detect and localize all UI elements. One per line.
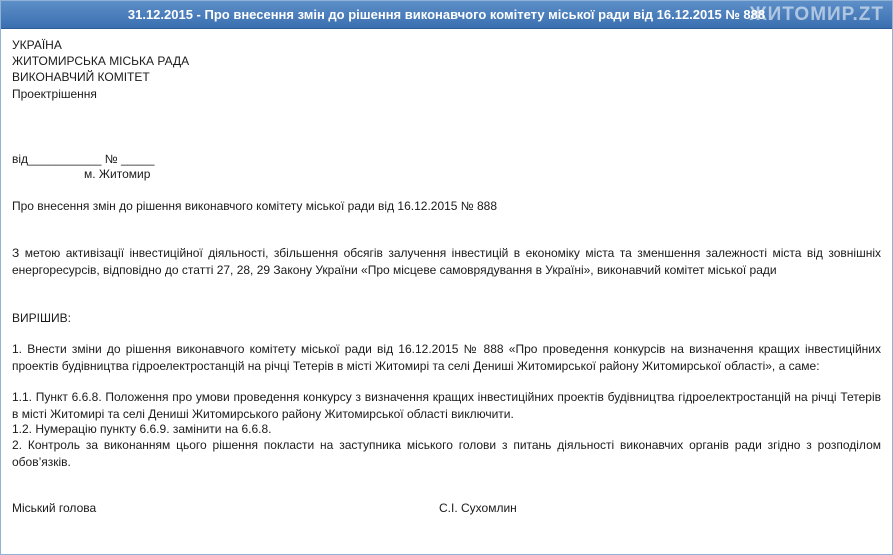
- site-watermark: ЖИТОМИР.ZT: [749, 4, 884, 25]
- decision-subject: Про внесення змін до рішення виконавчого комітету міської ради від 16.12.2015 № 888: [12, 199, 498, 213]
- decision-item-1: 1. Внести зміни до рішення виконавчого комітету міської ради від 16.12.2015 № 888 «Про проведення конкурсів на визначення кращих інвестиційних проектів будівництва гідроелектростанцій на річці Тетерів в місті Житомирі та селі Дениші Житомирської району Житомирської області», а саме:: [12, 342, 881, 373]
- org-country: УКРАЇНА: [12, 38, 62, 52]
- org-committee: ВИКОНАВЧИЙ КОМІТЕТ: [12, 70, 150, 84]
- title-bar: [1, 1, 892, 29]
- date-number-line: від___________ № _____: [12, 152, 155, 166]
- decision-item-2: 2. Контроль за виконанням цього рішення покласти на заступника міського голови з питань діяльності виконавчих органів ради згідно з розподілом обов’язків.: [12, 438, 881, 469]
- decision-item-1-1: 1.1. Пункт 6.6.8. Положення про умови проведення конкурсу з визначення кращих інвестиційних проектів будівництва гідроелектростанцій на річці Тетерів в місті Житомирі та селі Дениші Житомирського району Житомирської області виключити.: [12, 390, 881, 421]
- signature-name: С.І. Сухомлин: [439, 501, 517, 515]
- document-title: 31.12.2015 - Про внесення змін до рішення виконавчого комітету міської ради від 16.12.2015 № 888: [127, 7, 766, 22]
- decided-heading: ВИРІШИВ:: [12, 311, 71, 325]
- draft-label: Проектрішення: [12, 87, 97, 101]
- org-council: ЖИТОМИРСЬКА МІСЬКА РАДА: [12, 54, 190, 68]
- decision-item-1-2: 1.2. Нумерацію пункту 6.6.9. замінити на 6.6.8.: [12, 422, 272, 436]
- signature-title: Міський голова: [12, 501, 97, 515]
- preamble-paragraph: З метою активізації інвестиційної діяльності, збільшення обсягів залучення інвестицій в економіку міста та зменшення залежності міста від зовнішніх енергоресурсів, відповідно до статті 27, 28, 29 Закону України «Про місцеве самоврядування в Україні», виконавчий комітет міської ради: [12, 246, 881, 277]
- city-line: м. Житомир: [84, 167, 151, 181]
